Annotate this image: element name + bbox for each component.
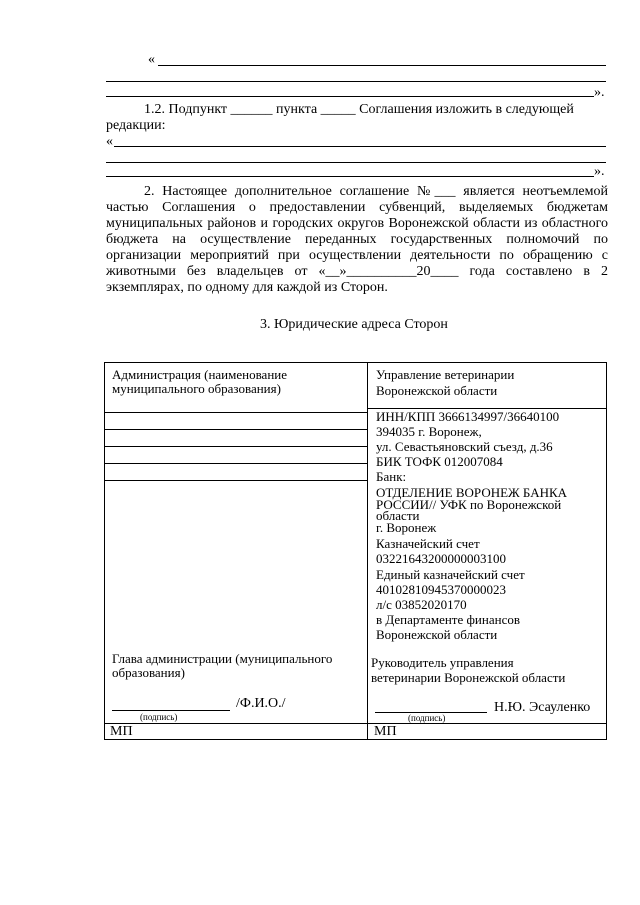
quote-close-2: ». [594, 164, 605, 179]
right-detail: РОССИИ// УФК по Воронежской [376, 497, 562, 512]
left-fio: /Ф.И.О./ [236, 696, 286, 711]
left-sign-line [112, 710, 230, 711]
right-header-line: Управление ветеринарии [376, 367, 515, 382]
paragraph-line: 2. Настоящее дополнительное соглашение №___ является неотъемлемой [144, 184, 608, 199]
paragraph-line: бюджета на осуществление переданных государственных полномочий по [106, 232, 608, 247]
right-detail: Воронежской области [376, 627, 498, 642]
section-title: 3. Юридические адреса Сторон [260, 317, 448, 332]
right-stamp: МП [374, 724, 397, 739]
right-head-title: Руководитель управления [371, 655, 514, 670]
left-blank-line [104, 412, 367, 413]
right-detail: 394035 г. Воронеж, [376, 424, 482, 439]
left-blank-line [104, 480, 367, 481]
right-detail: Банк: [376, 469, 407, 484]
left-divider [104, 723, 367, 724]
paragraph-line: частью Соглашения о предоставлении субвенций, выделяемых бюджетам [106, 200, 608, 215]
right-detail: 40102810945370000023 [376, 582, 506, 597]
right-detail: БИК ТОФК 012007084 [376, 454, 503, 469]
right-detail: в Департаменте финансов [376, 612, 520, 627]
amend-line-2: редакции: [106, 118, 166, 133]
quote-open-1: « [148, 52, 155, 67]
left-blank-line [104, 429, 367, 430]
paragraph-2 [106, 184, 608, 296]
left-blank-line [104, 463, 367, 464]
amend-line: 1.2. Подпункт ______ пункта _____ Соглашения изложить в следующей [144, 102, 574, 117]
right-detail: л/с 03852020170 [376, 597, 467, 612]
left-head-title: Глава администрации (муниципального образования) [112, 651, 333, 680]
right-detail: ИНН/КПП 3666134997/36640100 [376, 409, 560, 424]
left-sign-caption: (подпись) [140, 712, 178, 722]
blank-line [106, 96, 594, 97]
right-detail: ОТДЕЛЕНИЕ ВОРОНЕЖ БАНКА [376, 485, 568, 500]
right-detail: г. Воронеж [376, 520, 437, 535]
right-header-line: Воронежской области [376, 383, 498, 398]
paragraph-line: организации мероприятий при осуществлении деятельности по обращению с [106, 248, 608, 263]
right-detail: Единый казначейский счет [376, 567, 525, 582]
right-divider [367, 408, 607, 409]
left-header: Администрация (наименование муниципального образования) [112, 367, 288, 396]
quote-close-1: ». [594, 85, 605, 100]
right-signer: Н.Ю. Эсауленко [494, 700, 591, 715]
right-divider [367, 723, 607, 724]
blank-line [106, 176, 594, 177]
left-blank-line [104, 446, 367, 447]
left-stamp: МП [110, 724, 133, 739]
right-detail: 03221643200000003100 [376, 551, 506, 566]
right-detail: Казначейский счет [376, 536, 480, 551]
blank-line [106, 81, 606, 82]
blank-line [158, 65, 606, 66]
right-detail: ул. Севастьяновский съезд, д.36 [376, 439, 553, 454]
paragraph-line: экземплярах, по одному для каждой из Сторон. [106, 280, 388, 295]
right-head-title: ветеринарии Воронежской области [371, 670, 566, 685]
quote-open-2: « [106, 134, 113, 149]
blank-line [106, 162, 606, 163]
paragraph-line: животными без владельцев от «__»__________20____ года составлено в 2 [106, 264, 608, 279]
right-detail: области [376, 508, 420, 523]
paragraph-line: муниципальных районов и городских округов Воронежской области из областного [106, 216, 608, 231]
table-divider [367, 362, 368, 740]
blank-line [114, 146, 606, 147]
right-sign-caption: (подпись) [408, 713, 446, 723]
